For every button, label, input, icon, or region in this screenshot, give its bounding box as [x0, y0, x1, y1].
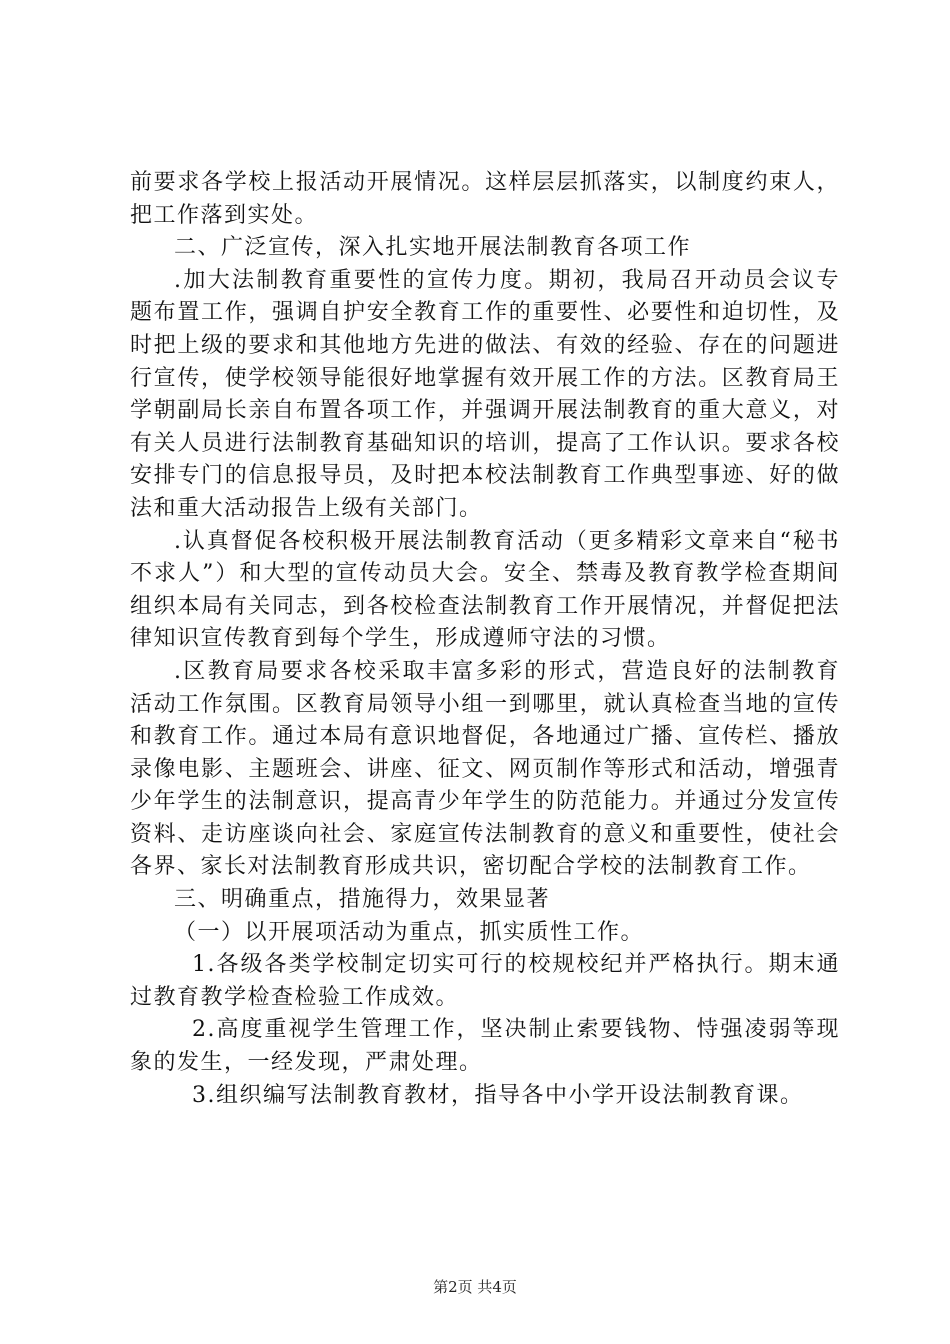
list-item-2: 2.高度重视学生管理工作，坚决制止索要钱物、恃强凌弱等现象的发生，一经发现，严肃处理。 — [130, 1017, 840, 1076]
subsection-heading-1: （一）以开展项活动为重点，抓实质性工作。 — [174, 919, 645, 945]
page-number-label: 第2页 共4页 — [433, 1278, 517, 1296]
page-footer — [0, 1277, 950, 1297]
paragraph-publicity-3: .区教育局要求各校采取丰富多彩的形式，营造良好的法制教育活动工作氛围。区教育局领导小组一到哪里，就认真检查当地的宣传和教育工作。通过本局有意识地督促，各地通过广播、宣传栏、播放录像电影、主题班会、讲座、征文、网页制作等形式和活动，增强青少年学生的法制意识，提高青少年学生的防范能力。并通过分发宣传资料、走访座谈向社会、家庭宣传法制教育的意义和重要性，使社会各界、家长对法制教育形成共识，密切配合学校的法制教育工作。 — [130, 658, 840, 880]
document-body — [130, 167, 840, 1112]
list-item-3: 3.组织编写法制教育教材，指导各中小学开设法制教育课。 — [192, 1082, 804, 1108]
list-item-1: 1.各级各类学校制定切实可行的校规校纪并严格执行。期末通过教育教学检查检验工作成效。 — [130, 952, 840, 1010]
paragraph-publicity-1: .加大法制教育重要性的宣传力度。期初，我局召开动员会议专题布置工作，强调自护安全教育工作的重要性、必要性和迫切性，及时把上级的要求和其他地方先进的做法、有效的经验、存在的问题进行宣传，使学校领导能很好地掌握有效开展工作的方法。区教育局王学朝副局长亲自布置各项工作，并强调开展法制教育的重大意义，对有关人员进行法制教育基础知识的培训，提高了工作认识。要求各校安排专门的信息报导员，及时把本校法制教育工作典型事迹、好的做法和重大活动报告上级有关部门。 — [130, 267, 840, 521]
paragraph-1: 前要求各学校上报活动开展情况。这样层层抓落实，以制度约束人，把工作落到实处。 — [130, 170, 840, 228]
section-heading-3: 三、明确重点，措施得力，效果显著 — [174, 887, 551, 913]
section-heading-2: 二、广泛宣传，深入扎实地开展法制教育各项工作 — [174, 235, 692, 261]
paragraph-publicity-2: .认真督促各校积极开展法制教育活动（更多精彩文章来自“秘书不求人”）和大型的宣传动员大会。安全、禁毒及教育教学检查期间组织本局有关同志，到各校检查法制教育工作开展情况，并督促把法律知识宣传教育到每个学生，形成遵师守法的习惯。 — [130, 528, 840, 652]
